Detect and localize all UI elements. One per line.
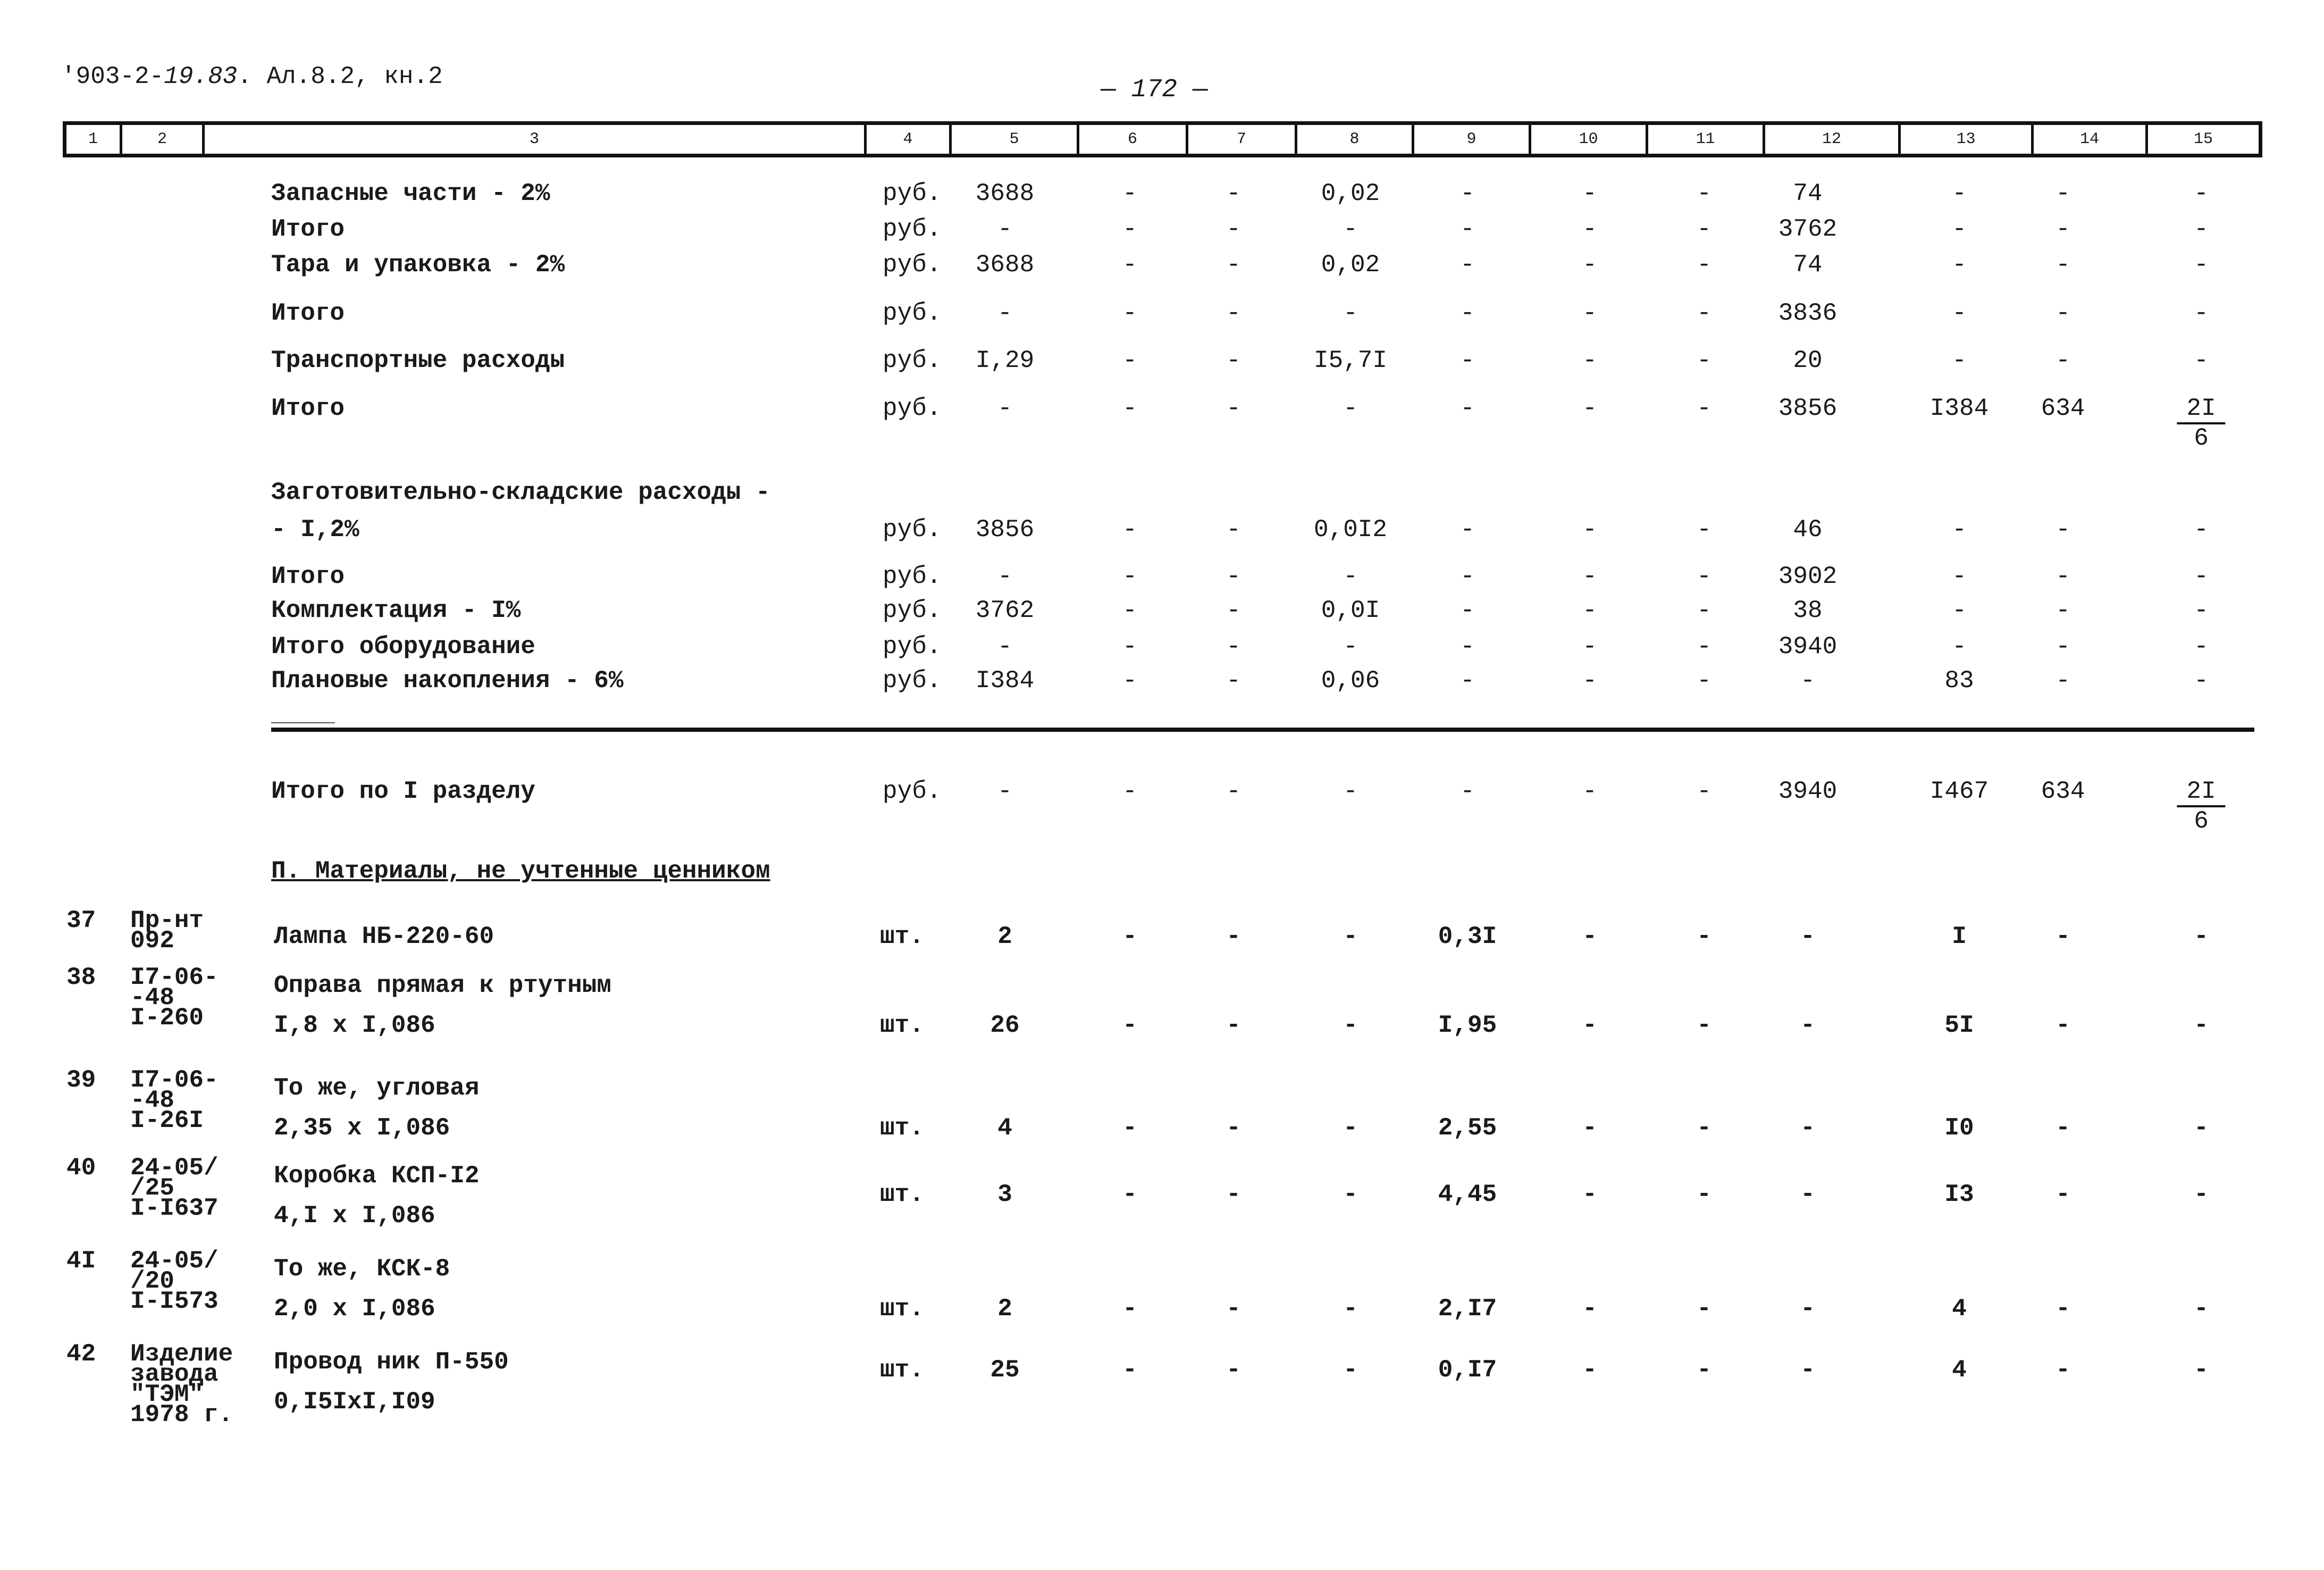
cell-col9: 4,45 (1438, 1181, 1497, 1208)
cell-col5: - (997, 633, 1012, 661)
item-code-line: /25 (130, 1174, 174, 1202)
cell-col14: - (2055, 563, 2070, 590)
item-number: 37 (66, 907, 96, 934)
item-code-line: Изделие (130, 1340, 233, 1368)
cell-col10: - (1582, 597, 1597, 624)
cell-col13: 4 (1952, 1356, 1967, 1384)
cell-col9: - (1460, 251, 1475, 279)
cell-col6: - (1122, 1356, 1137, 1384)
cell-col10: - (1582, 1114, 1597, 1142)
cell-col14: - (2055, 667, 2070, 695)
document-code-handwritten: 19.83 (164, 63, 238, 90)
cell-col5: I,29 (975, 347, 1035, 374)
cell-col14: - (2055, 1295, 2070, 1323)
item-code-line: 1978 г. (130, 1401, 233, 1429)
item-name-line: Лампа НБ-220-60 (274, 923, 494, 950)
cell-col9: - (1460, 633, 1475, 661)
cell-col15: - (2194, 1295, 2209, 1323)
cell-col6: - (1122, 516, 1137, 544)
item-name-line: 4,I x I,086 (274, 1202, 435, 1230)
document-code (61, 63, 443, 90)
cell-col12: 3836 (1778, 299, 1838, 327)
cell-col5: - (997, 299, 1012, 327)
row-unit: руб. (883, 395, 942, 422)
cell-col5: - (997, 778, 1012, 805)
cell-col11: - (1697, 633, 1711, 661)
cell-col14: 634 (2041, 778, 2085, 805)
cell-col12: 3902 (1778, 563, 1838, 590)
cell-col13: I0 (1944, 1114, 1974, 1142)
cell-col12: 20 (1793, 347, 1823, 374)
column-header-2: 2 (120, 121, 202, 157)
cell-col9: 0,3I (1438, 923, 1497, 950)
cell-col11: - (1697, 395, 1711, 422)
cell-col12: - (1800, 1356, 1815, 1384)
column-header-3: 3 (202, 121, 864, 157)
column-header-14: 14 (2031, 121, 2145, 157)
cell-col12: 3762 (1778, 215, 1838, 243)
cell-col8: - (1343, 1181, 1358, 1208)
cell-col10: - (1582, 251, 1597, 279)
cell-col5: 26 (990, 1012, 1020, 1039)
cell-col10: - (1582, 347, 1597, 374)
cell-col8: - (1343, 215, 1358, 243)
document-code-rest: . Ал.8.2, кн.2 (237, 63, 443, 90)
cell-col5: - (997, 395, 1012, 422)
cell-col11: - (1697, 1012, 1711, 1039)
cell-col5: 2 (997, 1295, 1012, 1323)
total-row-name: Итого по I разделу (271, 778, 535, 805)
column-header-7: 7 (1186, 121, 1295, 157)
column-header-12: 12 (1763, 121, 1898, 157)
cell-col15: - (2194, 667, 2209, 695)
cell-col7: - (1226, 633, 1241, 661)
row-name: Заготовительно-складские расходы - (271, 479, 770, 506)
cell-col9: - (1460, 563, 1475, 590)
cell-col14: - (2055, 923, 2070, 950)
item-number: 38 (66, 964, 96, 991)
row-name: Плановые накопления - 6% (271, 667, 624, 695)
item-name-line: 2,0 x I,086 (274, 1295, 435, 1323)
item-code-line: "ТЭМ" (130, 1381, 204, 1408)
cell-col15: - (2194, 1181, 2209, 1208)
cell-col8: - (1343, 1012, 1358, 1039)
cell-col9: - (1460, 516, 1475, 544)
item-name-line: 0,I5IxI,I09 (274, 1388, 435, 1416)
document-code-prefix: '903-2- (61, 63, 164, 90)
cell-col7: - (1226, 347, 1241, 374)
cell-col14: - (2055, 215, 2070, 243)
cell-col13: 5I (1944, 1012, 1974, 1039)
cell-col8: - (1343, 395, 1358, 422)
section-divider-fragment (271, 722, 335, 723)
cell-col13: - (1952, 180, 1967, 207)
row-unit: руб. (883, 180, 942, 207)
cell-col15-fraction-numerator: 2I (2177, 778, 2225, 807)
cell-col14: - (2055, 633, 2070, 661)
cell-col12: 3940 (1778, 778, 1838, 805)
cell-col15: - (2194, 597, 2209, 624)
cell-col8: I5,7I (1313, 347, 1388, 374)
cell-col11: - (1697, 1356, 1711, 1384)
cell-col12: - (1800, 1012, 1815, 1039)
row-name: Комплектация - I% (271, 597, 521, 624)
row-unit: руб. (883, 633, 942, 661)
cell-col6: - (1122, 347, 1137, 374)
item-number: 39 (66, 1066, 96, 1094)
item-name-line: 2,35 x I,086 (274, 1114, 450, 1142)
cell-col13: I (1952, 923, 1967, 950)
cell-col5: 25 (990, 1356, 1020, 1384)
cell-col11: - (1697, 1114, 1711, 1142)
cell-col13: I384 (1929, 395, 1989, 422)
cell-col11: - (1697, 778, 1711, 805)
cell-col9: - (1460, 597, 1475, 624)
cell-col11: - (1697, 215, 1711, 243)
row-name-continued: - I,2% (271, 516, 359, 544)
cell-col9: - (1460, 180, 1475, 207)
cell-col15: - (2194, 516, 2209, 544)
cell-col12: - (1800, 923, 1815, 950)
page-number: — 172 — (1101, 76, 1208, 104)
item-name-line: Коробка КСП-I2 (274, 1162, 480, 1190)
item-code-line: 24-05/ (130, 1247, 219, 1275)
cell-col7: - (1226, 299, 1241, 327)
row-unit: руб. (883, 597, 942, 624)
cell-col6: - (1122, 778, 1137, 805)
cell-col6: - (1122, 1295, 1137, 1323)
cell-col9: I,95 (1438, 1012, 1497, 1039)
cell-col10: - (1582, 1356, 1597, 1384)
cell-col5: 4 (997, 1114, 1012, 1142)
cell-col7: - (1226, 667, 1241, 695)
cell-col12: - (1800, 1114, 1815, 1142)
cell-col13: - (1952, 299, 1967, 327)
column-header-11: 11 (1646, 121, 1763, 157)
cell-col14: - (2055, 1181, 2070, 1208)
cell-col11: - (1697, 1181, 1711, 1208)
cell-col9: - (1460, 347, 1475, 374)
item-unit: шт. (880, 1114, 924, 1142)
item-number: 4I (66, 1247, 96, 1275)
cell-col7: - (1226, 180, 1241, 207)
cell-col15: - (2194, 1012, 2209, 1039)
cell-col6: - (1122, 180, 1137, 207)
cell-col13: - (1952, 516, 1967, 544)
cell-col14: - (2055, 1114, 2070, 1142)
cell-col7: - (1226, 563, 1241, 590)
item-code-line: I-26I (130, 1107, 204, 1134)
cell-col8: - (1343, 633, 1358, 661)
cell-col12: - (1800, 1181, 1815, 1208)
cell-col7: - (1226, 1181, 1241, 1208)
cell-col15-fraction-denominator: 6 (2194, 424, 2209, 452)
cell-col6: - (1122, 1181, 1137, 1208)
cell-col12: 74 (1793, 251, 1823, 279)
cell-col14: - (2055, 1356, 2070, 1384)
cell-col8: - (1343, 1356, 1358, 1384)
cell-col13: - (1952, 251, 1967, 279)
cell-col5: 3856 (975, 516, 1035, 544)
cell-col9: 0,I7 (1438, 1356, 1497, 1384)
cell-col9: - (1460, 778, 1475, 805)
cell-col7: - (1226, 923, 1241, 950)
item-code-line: I7-06- (130, 964, 219, 991)
cell-col7: - (1226, 1295, 1241, 1323)
item-code-line: I-I573 (130, 1288, 219, 1315)
cell-col5: I384 (975, 667, 1035, 695)
cell-col7: - (1226, 1012, 1241, 1039)
column-header-8: 8 (1295, 121, 1412, 157)
cell-col13: 83 (1944, 667, 1974, 695)
cell-col10: - (1582, 633, 1597, 661)
section-title: П. Материалы, не учтенные ценником (271, 857, 770, 885)
cell-col15: - (2194, 563, 2209, 590)
item-code-line: 092 (130, 927, 174, 955)
cell-col6: - (1122, 1114, 1137, 1142)
cell-col7: - (1226, 597, 1241, 624)
cell-col10: - (1582, 667, 1597, 695)
column-header-10: 10 (1529, 121, 1646, 157)
cell-col6: - (1122, 667, 1137, 695)
cell-col14: - (2055, 299, 2070, 327)
cell-col6: - (1122, 215, 1137, 243)
cell-col15: - (2194, 347, 2209, 374)
cell-col5: 3762 (975, 597, 1035, 624)
cell-col9: - (1460, 395, 1475, 422)
item-code-line: I-260 (130, 1004, 204, 1032)
cell-col15-fraction-numerator: 2I (2177, 395, 2225, 424)
item-name-line: То же, угловая (274, 1074, 480, 1102)
cell-col6: - (1122, 251, 1137, 279)
cell-col7: - (1226, 251, 1241, 279)
item-code-line: /20 (130, 1267, 174, 1295)
cell-col10: - (1582, 563, 1597, 590)
cell-col10: - (1582, 1181, 1597, 1208)
cell-col11: - (1697, 180, 1711, 207)
cell-col8: - (1343, 1295, 1358, 1323)
row-name: Запасные части - 2% (271, 180, 550, 207)
cell-col7: - (1226, 1356, 1241, 1384)
cell-col8: - (1343, 923, 1358, 950)
cell-col11: - (1697, 251, 1711, 279)
column-header-4: 4 (864, 121, 949, 157)
cell-col8: 0,02 (1321, 251, 1380, 279)
cell-col6: - (1122, 597, 1137, 624)
cell-col5: - (997, 563, 1012, 590)
cell-col9: - (1460, 215, 1475, 243)
row-unit: руб. (883, 563, 942, 590)
cell-col11: - (1697, 923, 1711, 950)
cell-col14: - (2055, 597, 2070, 624)
cell-col6: - (1122, 395, 1137, 422)
section-divider (271, 728, 2254, 732)
cell-col8: - (1343, 1114, 1358, 1142)
cell-col14: - (2055, 516, 2070, 544)
row-unit: руб. (883, 299, 942, 327)
cell-col12: - (1800, 1295, 1815, 1323)
cell-col6: - (1122, 299, 1137, 327)
cell-col10: - (1582, 299, 1597, 327)
cell-col14: - (2055, 347, 2070, 374)
cell-col10: - (1582, 395, 1597, 422)
cell-col7: - (1226, 215, 1241, 243)
cell-col15: - (2194, 1356, 2209, 1384)
cell-col14: - (2055, 1012, 2070, 1039)
cell-col5: - (997, 215, 1012, 243)
cell-col10: - (1582, 215, 1597, 243)
column-header-5: 5 (949, 121, 1077, 157)
cell-col6: - (1122, 923, 1137, 950)
cell-col10: - (1582, 1295, 1597, 1323)
cell-col10: - (1582, 778, 1597, 805)
cell-col10: - (1582, 923, 1597, 950)
cell-col9: 2,I7 (1438, 1295, 1497, 1323)
item-code-line: -48 (130, 984, 174, 1012)
cell-col11: - (1697, 516, 1711, 544)
cell-col14: - (2055, 180, 2070, 207)
cell-col8: 0,0I2 (1313, 516, 1388, 544)
item-code-line: Пр-нт (130, 907, 204, 934)
column-header-6: 6 (1077, 121, 1186, 157)
cell-col10: - (1582, 516, 1597, 544)
cell-col15: - (2194, 633, 2209, 661)
item-name-line: I,8 x I,086 (274, 1012, 435, 1039)
cell-col12: - (1800, 667, 1815, 695)
item-number: 42 (66, 1340, 96, 1368)
cell-col9: 2,55 (1438, 1114, 1497, 1142)
row-unit: руб. (883, 516, 942, 544)
column-header-15: 15 (2145, 121, 2262, 157)
total-row-unit: руб. (883, 778, 942, 805)
item-name-line: То же, КСК-8 (274, 1255, 450, 1283)
item-name-line: Провод ник П-550 (274, 1348, 509, 1376)
cell-col15: - (2194, 299, 2209, 327)
item-unit: шт. (880, 1295, 924, 1323)
cell-col9: - (1460, 667, 1475, 695)
item-code-line: 24-05/ (130, 1154, 219, 1182)
cell-col14: - (2055, 251, 2070, 279)
cell-col15: - (2194, 180, 2209, 207)
cell-col9: - (1460, 299, 1475, 327)
cell-col5: 2 (997, 923, 1012, 950)
cell-col6: - (1122, 563, 1137, 590)
cell-col15: - (2194, 215, 2209, 243)
cell-col8: 0,0I (1321, 597, 1380, 624)
row-name: Итого (271, 215, 345, 243)
item-unit: шт. (880, 923, 924, 950)
column-header-13: 13 (1898, 121, 2031, 157)
cell-col10: - (1582, 1012, 1597, 1039)
cell-col13: - (1952, 597, 1967, 624)
cell-col15: - (2194, 251, 2209, 279)
item-unit: шт. (880, 1356, 924, 1384)
cell-col15-fraction (2177, 395, 2225, 452)
cell-col6: - (1122, 1012, 1137, 1039)
cell-col7: - (1226, 516, 1241, 544)
row-unit: руб. (883, 667, 942, 695)
cell-col12: 38 (1793, 597, 1823, 624)
row-unit: руб. (883, 251, 942, 279)
cell-col13: - (1952, 563, 1967, 590)
cell-col5: 3688 (975, 251, 1035, 279)
row-name: Тара и упаковка - 2% (271, 251, 565, 279)
cell-col6: - (1122, 633, 1137, 661)
cell-col10: - (1582, 180, 1597, 207)
cell-col12: 74 (1793, 180, 1823, 207)
column-header-9: 9 (1412, 121, 1529, 157)
cell-col8: - (1343, 563, 1358, 590)
row-name: Итого (271, 563, 345, 590)
item-unit: шт. (880, 1181, 924, 1208)
cell-col11: - (1697, 563, 1711, 590)
cell-col11: - (1697, 347, 1711, 374)
cell-col13: I3 (1944, 1181, 1974, 1208)
row-name: Транспортные расходы (271, 347, 565, 374)
cell-col12: 3856 (1778, 395, 1838, 422)
cell-col14: 634 (2041, 395, 2085, 422)
cell-col7: - (1226, 778, 1241, 805)
cell-col5: 3 (997, 1181, 1012, 1208)
cell-col15: - (2194, 1114, 2209, 1142)
cell-col13: 4 (1952, 1295, 1967, 1323)
item-code-line: завода (130, 1360, 219, 1388)
cell-col13: - (1952, 633, 1967, 661)
cell-col13: I467 (1929, 778, 1989, 805)
item-code-line: I7-06- (130, 1066, 219, 1094)
column-header-1: 1 (63, 121, 120, 157)
cell-col15-fraction (2177, 778, 2225, 835)
item-unit: шт. (880, 1012, 924, 1039)
cell-col11: - (1697, 667, 1711, 695)
item-number: 40 (66, 1154, 96, 1182)
cell-col12: 46 (1793, 516, 1823, 544)
item-name-line: Оправа прямая к ртутным (274, 972, 611, 999)
cell-col5: 3688 (975, 180, 1035, 207)
cell-col7: - (1226, 1114, 1241, 1142)
cell-col11: - (1697, 1295, 1711, 1323)
cell-col8: - (1343, 778, 1358, 805)
cell-col8: 0,06 (1321, 667, 1380, 695)
cell-col15-fraction-denominator: 6 (2194, 807, 2209, 835)
cell-col11: - (1697, 299, 1711, 327)
row-unit: руб. (883, 215, 942, 243)
cell-col7: - (1226, 395, 1241, 422)
cell-col13: - (1952, 347, 1967, 374)
row-name: Итого оборудование (271, 633, 535, 661)
cell-col8: - (1343, 299, 1358, 327)
cell-col13: - (1952, 215, 1967, 243)
row-name: Итого (271, 395, 345, 422)
cell-col11: - (1697, 597, 1711, 624)
row-name: Итого (271, 299, 345, 327)
item-code-line: -48 (130, 1087, 174, 1114)
item-code-line: I-I637 (130, 1195, 219, 1222)
cell-col8: 0,02 (1321, 180, 1380, 207)
cell-col12: 3940 (1778, 633, 1838, 661)
row-unit: руб. (883, 347, 942, 374)
cell-col15: - (2194, 923, 2209, 950)
